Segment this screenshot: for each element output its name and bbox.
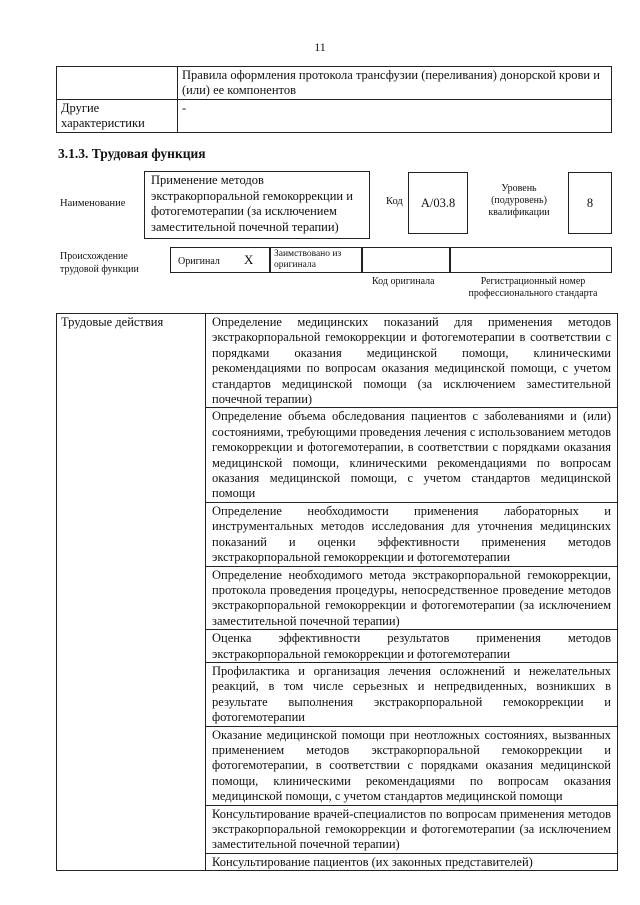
original-label: Оригинал: [178, 256, 220, 267]
table-row: [57, 67, 612, 100]
labor-action-item: Оказание медицинской помощи при неотложных состояниях, вызванных применением методов экстракорпоральной гемокоррекции и фотогемотерапии, в соответствии с порядками оказания медицинской помощи, клиническими рекомендациями по вопросам оказания медицинской помощи, с учетом стандартов медицинской помощи: [206, 726, 618, 805]
reg-number-box: [450, 247, 612, 273]
page-number: 11: [314, 40, 326, 54]
level-label: Уровень (подуровень) квалификации: [488, 183, 550, 218]
original-code-box: [362, 247, 450, 273]
labor-action-item: Определение необходимого метода экстракорпоральной гемокоррекции, протокола проведения процедуры, непосредственное проведение методов экстракорпоральной гемокоррекции и фотогемотерапии (за исключением заместительной почечной терапии): [206, 566, 618, 630]
other-characteristics-label: Другие характеристики: [57, 100, 178, 133]
origin-label: Происхождение трудовой функции: [60, 251, 139, 275]
section-title: 3.1.3. Трудовая функция: [58, 146, 206, 161]
name-label: Наименование: [60, 198, 126, 209]
labor-action-item: Профилактика и организация лечения осложнений и нежелательных реакций, в том числе серьезных и непредвиденных, возникших в результате выполнения экстракорпоральной гемокоррекции и фотогемотерапии: [206, 662, 618, 726]
code-caption: Код оригинала: [372, 276, 435, 287]
code-box: А/03.8: [408, 172, 468, 234]
table-row: [57, 100, 612, 133]
labor-action-item: Оценка эффективности результатов применения методов экстракорпоральной гемокоррекции и фотогемотерапии: [206, 630, 618, 663]
table-cell: Правила оформления протокола трансфузии (переливания) донорской крови и (или) ее компонентов: [178, 67, 612, 100]
characteristics-table: [56, 66, 612, 133]
function-name-box: Применение методов экстракорпоральной гемокоррекции и фотогемотерапии (за исключением заместительной почечной терапии): [144, 171, 370, 239]
table-row: [57, 314, 618, 408]
labor-actions-table: [56, 313, 618, 871]
code-label: Код: [386, 196, 403, 207]
labor-action-item: Консультирование пациентов (их законных представителей): [206, 853, 618, 870]
labor-action-item: Определение объема обследования пациентов с заболеваниями и (или) состояниями, требующими проведения лечения с использованием методов гемокоррекции и фотогемотерапии, в соответствии с порядками оказания медицинской помощи, клиническими рекомендациями по вопросам оказания медицинской помощи, с учетом стандартов медицинской помощи: [206, 408, 618, 502]
labor-actions-label: Трудовые действия: [57, 314, 206, 871]
reg-caption: Регистрационный номер профессионального стандарта: [468, 276, 598, 299]
labor-action-item: Определение необходимости применения лабораторных и инструментальных методов исследования для уточнения медицинских показаний и оценки эффективности применения методов экстракорпоральной гемокоррекции и фотогемотерапии: [206, 502, 618, 566]
other-characteristics-value: -: [178, 100, 612, 133]
labor-action-item: Определение медицинских показаний для применения методов экстракорпоральной гемокоррекции и фотогемотерапии в соответствии с порядками оказания медицинской помощи, клиническими рекомендациями по вопросам оказания медицинской помощи, с учетом стандартов медицинской помощи (за исключением заместительной почечной терапии): [206, 314, 618, 408]
level-box: 8: [568, 172, 612, 234]
empty-cell: [57, 67, 178, 100]
labor-action-item: Консультирование врачей-специалистов по вопросам применения методов экстракорпоральной гемокоррекции и фотогемотерапии (за исключением заместительной почечной терапии): [206, 805, 618, 853]
original-mark: X: [244, 252, 254, 267]
borrowed-box: Заимствовано из оригинала: [270, 247, 362, 273]
